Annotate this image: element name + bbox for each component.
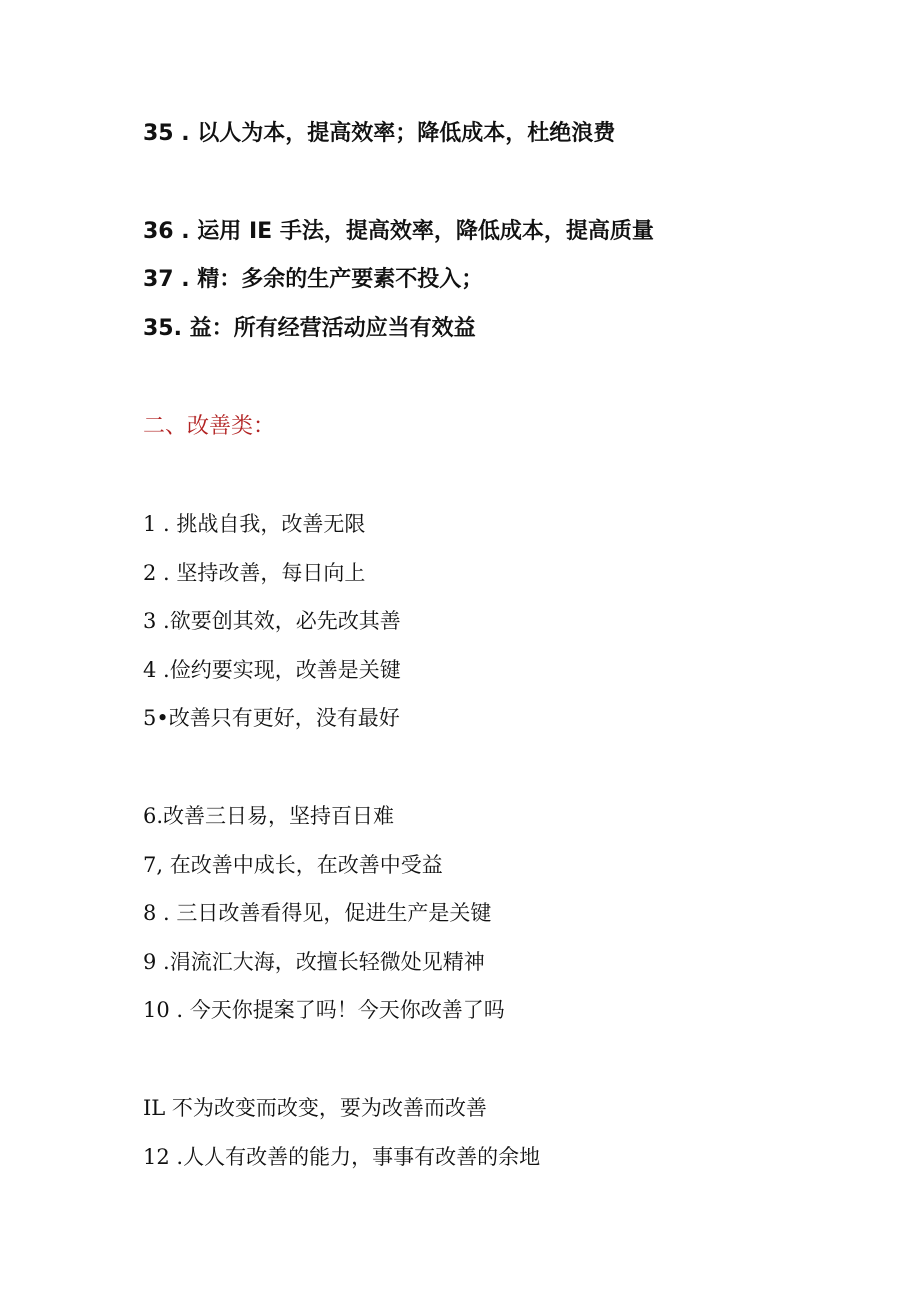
improvement-item-7: 7, 在改善中成长，在改善中受益 bbox=[143, 853, 443, 877]
improvement-item-11: IL 不为改变而改变，要为改善而改善 bbox=[143, 1096, 487, 1120]
improvement-item-5: 5•改善只有更好，没有最好 bbox=[143, 706, 400, 730]
improvement-item-9: 9 .涓流汇大海，改擅长轻微处见精神 bbox=[143, 950, 485, 974]
slogan-item-37: 37 . 精：多余的生产要素不投入； bbox=[143, 267, 484, 292]
section-heading-improvement: 二、改善类： bbox=[143, 414, 276, 439]
improvement-item-8: 8 . 三日改善看得见，促进生产是关键 bbox=[143, 901, 492, 925]
slogan-item-35-benefit: 35. 益：所有经营活动应当有效益 bbox=[143, 316, 476, 341]
improvement-item-1: 1 . 挑战自我，改善无限 bbox=[143, 512, 366, 536]
improvement-item-3: 3 .欲要创其效，必先改其善 bbox=[143, 609, 401, 633]
improvement-item-6: 6.改善三日易，坚持百日难 bbox=[143, 804, 395, 828]
improvement-item-2: 2 . 坚持改善，每日向上 bbox=[143, 561, 366, 585]
improvement-item-12: 12 .人人有改善的能力，事事有改善的余地 bbox=[143, 1145, 541, 1169]
improvement-item-4: 4 .俭约要实现，改善是关键 bbox=[143, 658, 401, 682]
slogan-item-36: 36 . 运用 IE 手法，提高效率，降低成本，提高质量 bbox=[143, 219, 654, 244]
improvement-item-10: 10 . 今天你提案了吗！今天你改善了吗 bbox=[143, 998, 505, 1022]
slogan-item-35: 35 . 以人为本，提高效率；降低成本，杜绝浪费 bbox=[143, 121, 616, 146]
